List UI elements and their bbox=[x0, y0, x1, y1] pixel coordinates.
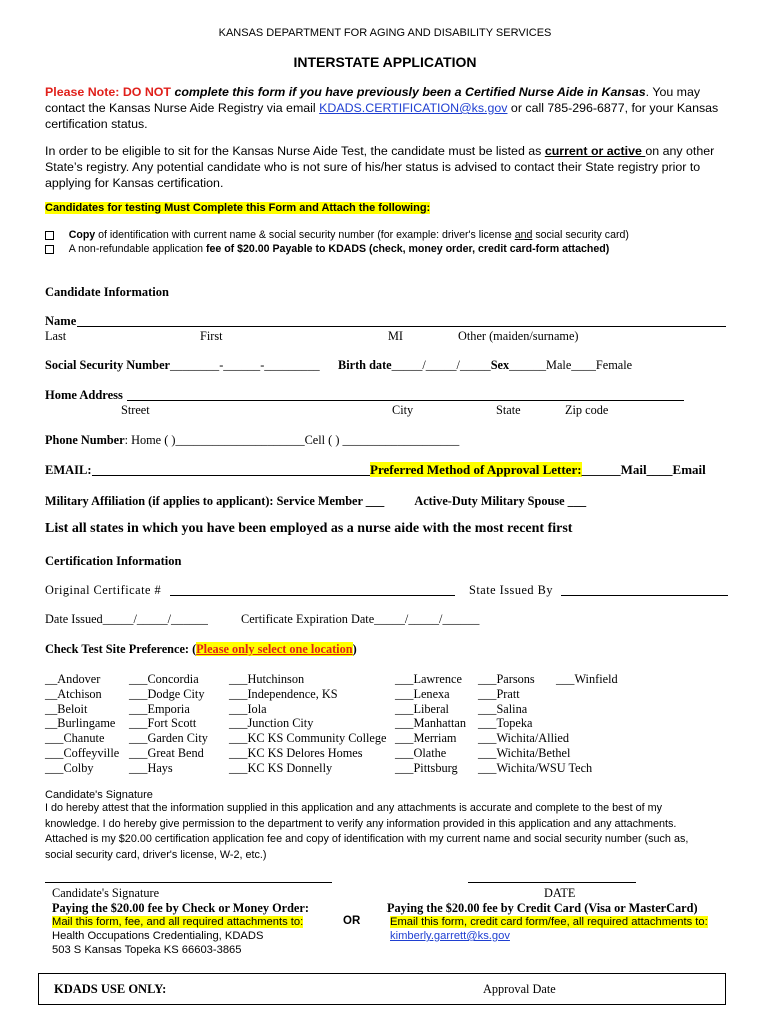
state-issued-label: State Issued By bbox=[469, 583, 554, 597]
test-site-option[interactable]: ___Pittsburg bbox=[395, 760, 458, 775]
note-line2-pre: contact the Kansas Nurse Aide Registry via email bbox=[45, 101, 320, 115]
birth-sex-row bbox=[338, 358, 632, 373]
test-site-option[interactable]: ___Lenexa bbox=[395, 686, 450, 701]
test-site-option[interactable]: ___Manhattan bbox=[395, 716, 467, 731]
test-site-option[interactable]: ___Hutchinson bbox=[229, 672, 305, 686]
phone-label: Phone Number bbox=[45, 433, 125, 447]
zip-label: Zip code bbox=[565, 403, 609, 417]
phone-row bbox=[45, 433, 459, 448]
date-line[interactable] bbox=[468, 882, 636, 883]
test-site-option[interactable]: ___Hays bbox=[129, 760, 173, 775]
test-site-close: ) bbox=[352, 642, 357, 656]
ssn-label: Social Security Number bbox=[45, 358, 171, 372]
test-site-text: Check Test Site Preference: ( bbox=[45, 642, 197, 656]
eligibility-line2: State’s registry. Any potential candidate who is not sure of his/her status is advised to contact their State registry prior to bbox=[45, 160, 701, 174]
test-site-column-3 bbox=[229, 672, 386, 776]
test-site-column-4 bbox=[395, 672, 466, 776]
test-site-option[interactable]: __Beloit bbox=[45, 701, 88, 716]
test-site-option[interactable]: ___Wichita/WSU Tech bbox=[478, 760, 593, 775]
mi-label: MI bbox=[388, 329, 404, 343]
phone-fields[interactable]: : Home ( )_____________________Cell ( ) ___________________ bbox=[124, 433, 460, 447]
test-site-option[interactable]: __Burlingame bbox=[45, 716, 116, 731]
requirement-item-2 bbox=[45, 243, 609, 255]
test-site-label bbox=[45, 642, 357, 657]
date-label: DATE bbox=[544, 886, 576, 900]
attestation-paragraph bbox=[45, 801, 735, 863]
test-site-note: Please only select one location bbox=[196, 642, 353, 656]
or-divider: OR bbox=[343, 915, 361, 927]
requirements-heading: Candidates for testing Must Complete this Form and Attach the following: bbox=[45, 202, 431, 214]
original-certificate-field[interactable] bbox=[170, 595, 455, 596]
check-mail-instruction: Mail this form, fee, and all required attachments to: bbox=[52, 916, 304, 928]
eligibility-paragraph bbox=[45, 143, 735, 191]
checkbox-fee[interactable] bbox=[45, 245, 54, 254]
test-site-column-5 bbox=[478, 672, 592, 776]
certification-section-title: Certification Information bbox=[45, 554, 182, 568]
registry-email-link[interactable]: KDADS.CERTIFICATION@ks.gov bbox=[319, 101, 508, 115]
list-states-heading: List all states in which you have been employed as a nurse aide with the most recent first bbox=[45, 521, 573, 536]
check-mail-recipient: Health Occupations Credentialing, KDADS bbox=[52, 930, 264, 942]
requirement-item-1 bbox=[45, 229, 629, 241]
signature-line[interactable] bbox=[45, 882, 332, 883]
street-label: Street bbox=[121, 403, 150, 417]
home-address-label: Home Address bbox=[45, 388, 123, 402]
req2-bold: fee of $20.00 Payable to KDADS (check, money order, credit card-form attached) bbox=[205, 243, 610, 255]
test-site-option[interactable]: ___Great Bend bbox=[129, 745, 204, 760]
req1-post: social security card) bbox=[532, 229, 629, 241]
home-address-field[interactable] bbox=[127, 400, 684, 401]
note-rest: . You may bbox=[645, 85, 701, 99]
preferred-method-options[interactable]: ______Mail____Email bbox=[581, 462, 706, 477]
test-site-option[interactable]: ___Pratt bbox=[478, 686, 520, 701]
attestation-line-3: Attached is my $20.00 certification application fee and copy of identification with my current name and social security number (such as, bbox=[45, 833, 689, 845]
test-site-option[interactable]: ___Lawrence bbox=[395, 672, 462, 686]
test-site-option[interactable]: ___Topeka bbox=[478, 716, 533, 731]
eligibility-post: on any other bbox=[645, 144, 715, 158]
ssn-row bbox=[45, 358, 320, 373]
approval-date-label: Approval Date bbox=[483, 982, 556, 996]
birth-date-label: Birth date bbox=[338, 358, 392, 372]
preferred-method-label: Preferred Method of Approval Letter: bbox=[370, 462, 582, 477]
state-issued-field[interactable] bbox=[561, 595, 728, 596]
note-paragraph bbox=[45, 84, 735, 132]
eligibility-emph: current or active bbox=[544, 144, 646, 158]
kdads-use-only-label: KDADS USE ONLY: bbox=[54, 982, 167, 996]
test-site-column-1 bbox=[45, 672, 119, 776]
test-site-option[interactable]: ___Merriam bbox=[395, 731, 457, 746]
test-site-option[interactable]: ___Winfield bbox=[556, 672, 618, 686]
test-site-option[interactable]: ___Chanute bbox=[45, 731, 105, 746]
note-lead: Please Note: DO NOT bbox=[45, 85, 171, 99]
card-payment-title: Paying the $20.00 fee by Credit Card (Visa or MasterCard) bbox=[387, 901, 698, 915]
test-site-column-6 bbox=[556, 672, 618, 687]
test-site-option[interactable]: ___Fort Scott bbox=[129, 716, 197, 731]
card-email-link[interactable]: kimberly.garrett@ks.gov bbox=[390, 930, 510, 942]
test-site-option[interactable]: ___Wichita/Bethel bbox=[478, 745, 571, 760]
test-site-option[interactable]: ___Wichita/Allied bbox=[478, 731, 570, 746]
note-line2-post: or call 785-296-6877, for your Kansas bbox=[507, 101, 719, 115]
card-email-instruction: Email this form, credit card form/fee, all required attachments to: bbox=[390, 916, 708, 928]
attestation-line-4: social security card, driver's license, W-2, etc.) bbox=[45, 848, 267, 861]
test-site-option[interactable]: ___Junction City bbox=[229, 716, 314, 731]
candidate-section-title: Candidate Information bbox=[45, 285, 169, 299]
city-label: City bbox=[392, 403, 414, 417]
test-site-option[interactable]: ___Emporia bbox=[129, 701, 190, 716]
date-issued-field[interactable]: Date Issued_____/_____/______ bbox=[45, 612, 208, 626]
req2-pre: A non-refundable application bbox=[68, 243, 206, 255]
note-emphasis: complete this form if you have previously been a Certified Nurse Aide in Kansas bbox=[171, 85, 646, 99]
original-certificate-label: Original Certificate # bbox=[45, 583, 162, 597]
signature-heading: Candidate's Signature bbox=[45, 789, 153, 801]
test-site-option[interactable]: ___Colby bbox=[45, 760, 94, 775]
test-site-option[interactable]: __Atchison bbox=[45, 686, 102, 701]
check-payment-title: Paying the $20.00 fee by Check or Money Order: bbox=[52, 901, 309, 915]
sex-options[interactable]: ______Male____Female bbox=[509, 358, 633, 372]
test-site-option[interactable]: ___Dodge City bbox=[129, 686, 205, 701]
eligibility-pre: In order to be eligible to sit for the Kansas Nurse Aide Test, the candidate must be listed as bbox=[45, 144, 545, 158]
eligibility-line3: applying for Kansas certification. bbox=[45, 176, 224, 190]
test-site-option[interactable]: ___Iola bbox=[229, 701, 267, 716]
test-site-option[interactable]: ___Garden City bbox=[129, 731, 208, 746]
name-field[interactable] bbox=[77, 326, 726, 327]
test-site-option[interactable]: ___Concordia bbox=[129, 672, 199, 686]
ssn-field[interactable]: ________-______-_________ bbox=[170, 358, 320, 372]
email-field[interactable] bbox=[92, 475, 370, 476]
department-header: KANSAS DEPARTMENT FOR AGING AND DISABILITY SERVICES bbox=[218, 27, 552, 39]
test-site-column-2 bbox=[129, 672, 208, 776]
email-label: EMAIL: bbox=[45, 463, 92, 477]
req1-and: and bbox=[514, 229, 533, 241]
attestation-line-1: I do hereby attest that the information supplied in this application and any attachments is accurate and complete to the best of my bbox=[45, 802, 662, 814]
test-site-option[interactable]: ___Parsons bbox=[478, 672, 535, 686]
sex-label: Sex bbox=[490, 358, 510, 372]
test-site-option[interactable]: ___Olathe bbox=[395, 745, 447, 760]
check-mail-address: 503 S Kansas Topeka KS 66603-3865 bbox=[52, 944, 242, 956]
req1-bold: Copy bbox=[68, 229, 96, 241]
test-site-option[interactable]: ___KC KS Delores Homes bbox=[229, 745, 363, 760]
note-line3: certification status. bbox=[45, 117, 148, 131]
test-site-option[interactable]: ___KC KS Community College bbox=[229, 731, 387, 746]
state-label: State bbox=[496, 403, 521, 417]
birth-date-field[interactable]: _____/_____/_____ bbox=[391, 358, 491, 372]
test-site-option[interactable]: ___KC KS Donnelly bbox=[229, 760, 333, 775]
test-site-option[interactable]: ___Liberal bbox=[395, 701, 449, 716]
expiration-date-field[interactable]: Certificate Expiration Date_____/_____/______ bbox=[241, 612, 480, 626]
test-site-option[interactable]: __Andover bbox=[45, 672, 101, 686]
signature-label: Candidate's Signature bbox=[52, 886, 160, 900]
approval-method-row bbox=[370, 462, 706, 478]
checkbox-copy[interactable] bbox=[45, 231, 54, 240]
test-site-option[interactable]: ___Independence, KS bbox=[229, 686, 338, 701]
first-label: First bbox=[200, 329, 223, 343]
req1-pre: of identification with current name & social security number (for example: driver's license bbox=[95, 229, 515, 241]
name-label: Name bbox=[45, 314, 77, 328]
test-site-option[interactable]: ___Salina bbox=[478, 701, 528, 716]
attestation-line-2: knowledge. I do hereby give permission to the department to verify any information provided in this application and any attachments. bbox=[45, 817, 677, 830]
military-affiliation[interactable]: Military Affiliation (if applies to applicant): Service Member ___ Active-Duty Military Spouse ___ bbox=[45, 494, 587, 508]
test-site-option[interactable]: ___Coffeyville bbox=[45, 745, 120, 760]
last-label: Last bbox=[45, 329, 67, 343]
form-title: INTERSTATE APPLICATION bbox=[293, 54, 477, 70]
other-name-label: Other (maiden/surname) bbox=[458, 329, 579, 343]
